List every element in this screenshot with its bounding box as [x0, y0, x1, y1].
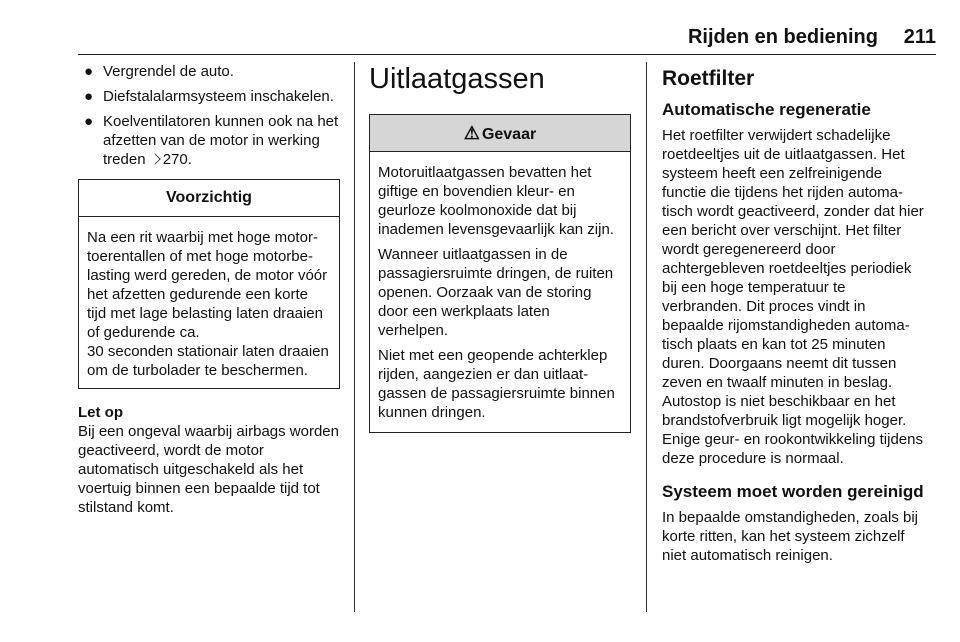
note-text: Bij een ongeval waarbij airbags worden geactiveerd, wordt de motor automatisch uitgeschakeld als het voertuig binnen een bepaalde tijd tot stilstand komt. — [78, 423, 339, 516]
subheading-auto-regeneration: Automatische regeneratie — [662, 100, 871, 119]
bullet-text: Diefstalalarmsysteem inschakelen. — [103, 88, 334, 105]
bullet-dot: ● — [84, 63, 94, 80]
bullet-text: Koelventilatoren kunnen ook na het afzetten van de motor in werking treden — [103, 113, 339, 168]
caution-body — [79, 217, 339, 388]
bullet-item — [78, 87, 340, 106]
middle-column — [369, 62, 631, 433]
body-paragraph: In bepaalde omstandigheden, zoals bij korte ritten, kan het systeem zichzelf niet automatisch reinigen. — [662, 509, 919, 564]
bullet-item — [78, 112, 340, 169]
caution-text: Na een rit waarbij met hoge motortoerentallen of met hoge motorbelasting werd gereden, de motor vóór het afzetten gedurende een korte tijd met lage belasting laten draaien of gedurende ca. — [87, 229, 328, 341]
subheading-system-cleaning: Systeem moet worden gereinigd — [662, 482, 924, 501]
caution-title: Voorzichtig — [79, 180, 339, 217]
right-column — [662, 62, 928, 565]
bullet-item — [78, 62, 340, 81]
header-rule — [78, 54, 936, 55]
left-column — [78, 62, 340, 517]
bullet-dot: ● — [84, 88, 94, 105]
bullet-text: Vergrendel de auto. — [103, 63, 234, 80]
page-ref-link[interactable]: 270. — [162, 151, 192, 168]
column-divider-right — [646, 62, 647, 612]
danger-header — [370, 115, 630, 152]
note-label: Let op — [78, 404, 123, 421]
danger-box — [369, 114, 631, 433]
column-divider-left — [354, 62, 355, 612]
danger-body — [370, 152, 630, 432]
danger-text: Motoruitlaatgassen bevatten het giftige en bovendien kleur- en geurloze koolmonoxide dat bij inademen levensgevaarlijk kan zijn. — [378, 164, 614, 238]
warning-triangle-icon: ⚠ — [463, 123, 480, 143]
danger-text: Wanneer uitlaatgassen in de passagiersruimte dringen, de ruiten openen. Oorzaak van de storing door een werkplaats laten verhelpen. — [378, 246, 614, 339]
page-ref-icon — [149, 153, 160, 164]
bullet-dot: ● — [84, 113, 94, 130]
section-heading-exhaust: Uitlaatgassen — [369, 63, 545, 95]
note-block — [78, 403, 340, 517]
page-header-title: Rijden en bediening — [687, 26, 878, 48]
caution-box — [78, 179, 340, 389]
page-number: 211 — [903, 26, 936, 48]
section-heading-soot-filter: Roetfilter — [662, 67, 755, 90]
body-paragraph: Het roetfilter verwijdert schadelijke roetdeeltjes uit de uitlaatgassen. Het systeem heeft een zelfreinigende functie die tijdens het rijden automatisch wordt geactiveerd, zonder dat hier een bericht over verschijnt. Het filter wordt geregenereerd door achtergebleven roetdeeltjes periodiek bij een hoge temperatuur te verbranden. Dit proces vindt in bepaalde rijomstandigheden automatisch plaats en kan tot 25 minuten duren. Doorgaans neemt dit tussen zeven en twaalf minuten in beslag. Autostop is niet beschikbaar en het brandstofverbruik ligt mogelijk hoger. Enige geur- en rookontwikkeling tijdens deze procedure is normaal. — [662, 127, 924, 467]
caution-text: 30 seconden stationair laten draaien om de turbolader te beschermen. — [87, 343, 329, 379]
danger-title: Gevaar — [481, 126, 537, 143]
danger-text: Niet met een geopende achterklep rijden, aangezien er dan uitlaatgassen de passagiersruimte binnen kunnen dringen. — [378, 347, 615, 421]
